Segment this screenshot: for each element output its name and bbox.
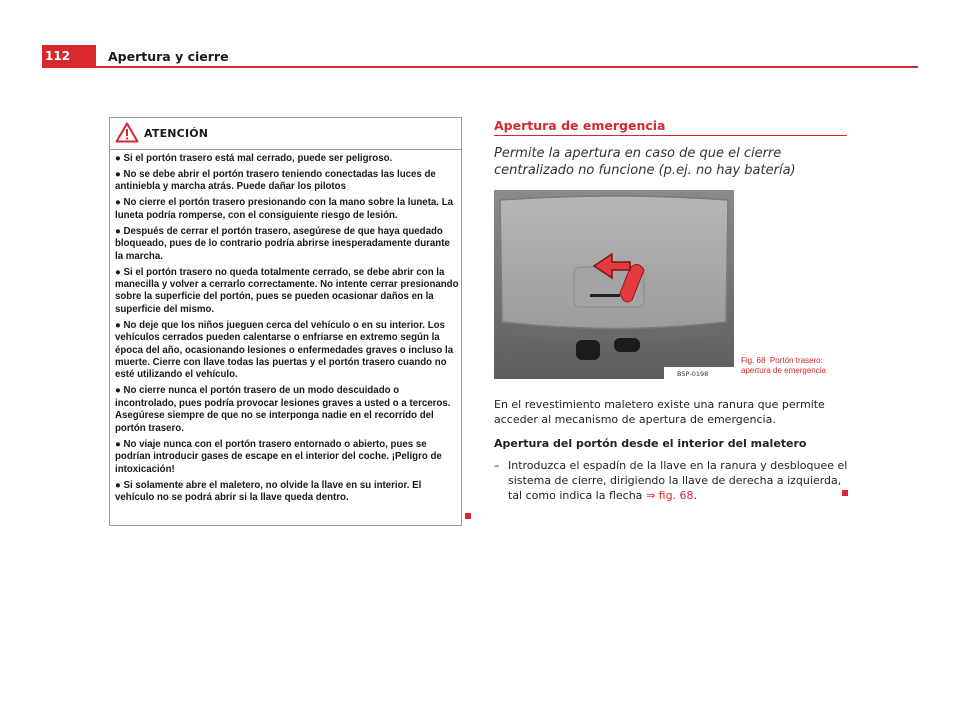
warning-item: ● Si el portón trasero no queda totalmente cerrado, se debe abrir con la manecilla y volver a cerrarlo correctamente. No intente cerrar presionando sobre la superficie del portón, pues se pueden ocasionar daños en la superficie del mismo. <box>115 266 459 315</box>
warning-icon <box>115 122 139 143</box>
warning-item: ● No deje que los niños jueguen cerca del vehículo o en su interior. Los vehículos cerrados pueden calentarse o enfriarse en extremo según la época del año, ocasionando lesiones o enfermedades graves o incluso la muerte. Cierre con llave todas las puertas y el portón trasero cuando no esté utilizando el vehículo. <box>115 319 454 381</box>
section-divider <box>494 135 847 136</box>
step-end-punct: . <box>693 489 698 502</box>
section-end-mark <box>842 490 848 496</box>
section-title: Apertura de emergencia <box>494 118 666 133</box>
tailgate-illustration <box>494 190 734 379</box>
step-text <box>508 458 848 503</box>
step-text-body: Introduzca el espadín de la llave en la ranura y desbloquee el sistema de cierre, dirigiendo la llave de derecha a izquierda, tal como indica la flecha <box>508 459 848 502</box>
warning-header <box>110 118 461 150</box>
warning-item: ● No cierre nunca el portón trasero de un modo descuidado o incontrolado, pues podría provocar lesiones graves a usted o a terceros. Asegúrese siempre de que no se interponga nadie en el recorrido del portón trasero. <box>115 385 451 434</box>
header-divider <box>42 66 918 68</box>
section-intro: Permite la apertura en caso de que el cierre centralizado no funcione (p.ej. no hay batería) <box>494 146 796 178</box>
figure-caption <box>741 356 851 376</box>
subheading: Apertura del portón desde el interior del maletero <box>494 437 807 450</box>
warning-item: ● No se debe abrir el portón trasero teniendo conectadas las luces de antiniebla y marcha atrás. Puede dañar los pilotos <box>115 169 436 193</box>
figure-caption-text: Portón trasero: apertura de emergencia <box>741 356 826 375</box>
section-body: En el revestimiento maletero existe una ranura que permite acceder al mecanismo de apertura de emergencia. <box>494 398 825 426</box>
page-number: 112 <box>42 45 96 67</box>
warning-item: ● Después de cerrar el portón trasero, asegúrese de que haya quedado bloqueado, pues de lo contrario podría abrirse inesperadamente durante la marcha. <box>115 225 450 262</box>
figure-caption-label: Fig. 68 <box>741 356 766 365</box>
figure-code: B5P-0198 <box>677 370 709 378</box>
step-dash: – <box>494 459 500 472</box>
warning-title: ATENCIÓN <box>144 127 209 140</box>
warning-box <box>109 117 462 526</box>
warning-item: ● No viaje nunca con el portón trasero entornado o abierto, pues se podrían introducir gases de escape en el interior del coche. ¡Peligro de intoxicación! <box>115 438 442 475</box>
warning-list <box>115 153 460 508</box>
figure-reference-link[interactable]: ⇒ fig. 68 <box>645 489 694 502</box>
warning-item: ● Si el portón trasero está mal cerrado, puede ser peligroso. <box>115 153 393 164</box>
warning-item: ● No cierre el portón trasero presionando con la mano sobre la luneta. La luneta podría romperse, con el consiguiente riesgo de lesión. <box>115 197 453 221</box>
chapter-title: Apertura y cierre <box>108 49 229 64</box>
warning-item: ● Si solamente abre el maletero, no olvide la llave en su interior. El vehículo no se podrá abrir si la llave queda dentro. <box>115 479 422 503</box>
figure-tailgate-emergency <box>494 190 734 379</box>
warning-end-mark <box>465 513 471 519</box>
